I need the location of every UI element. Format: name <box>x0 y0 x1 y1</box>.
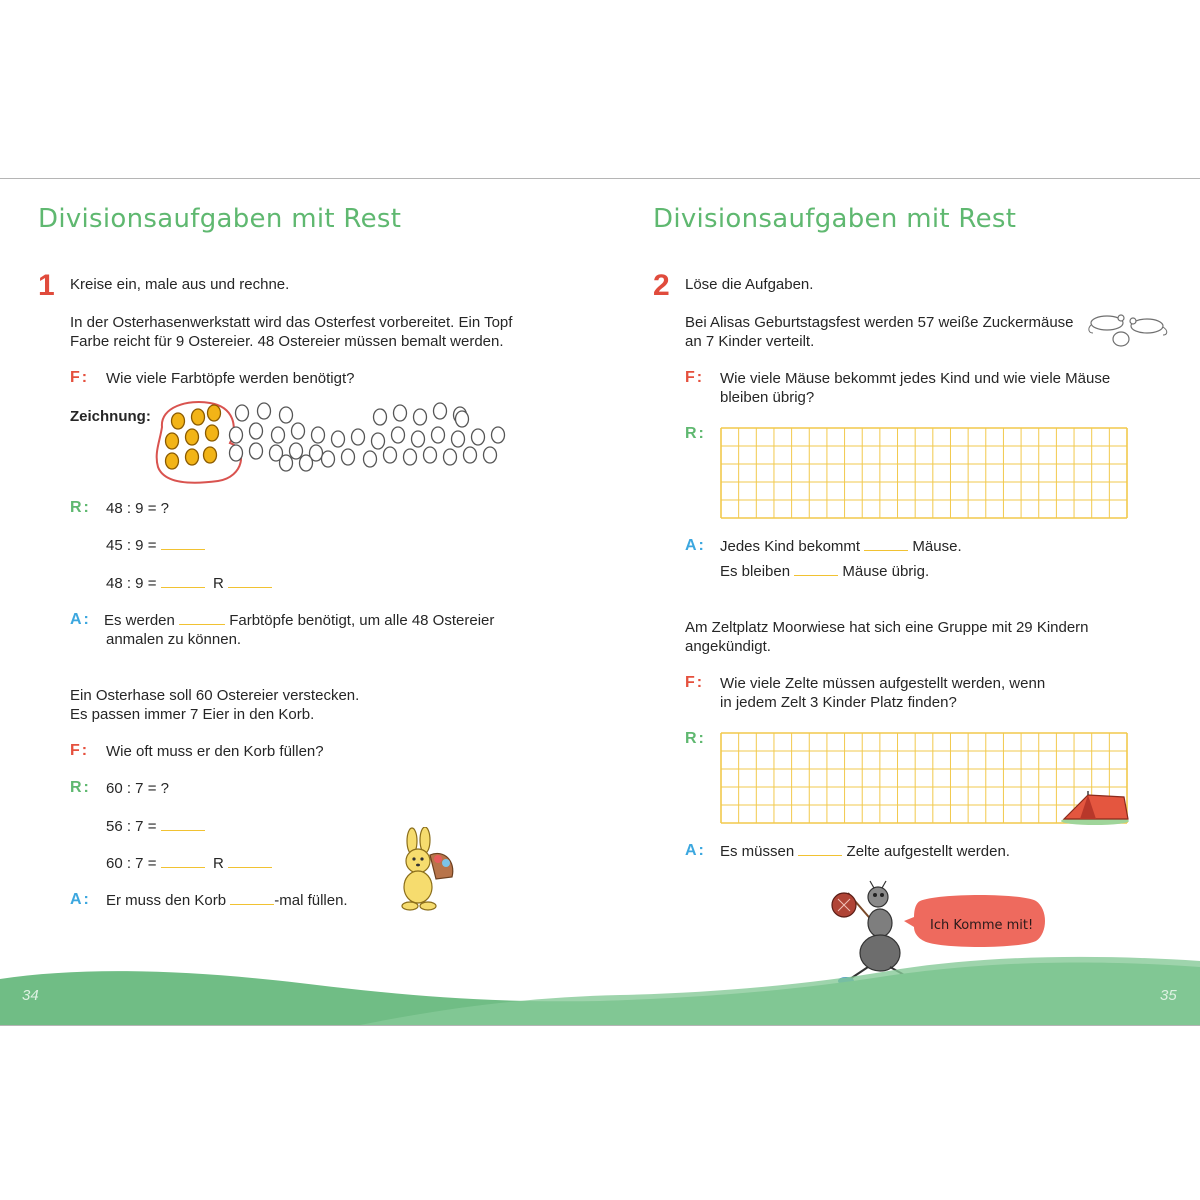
egg-outline <box>280 407 293 423</box>
answer-label: A: <box>70 891 91 908</box>
answer-text: Es bleiben <box>720 563 791 580</box>
task-number: 1 <box>38 269 55 302</box>
rest-blank[interactable] <box>228 857 272 868</box>
egg-outline <box>492 427 505 443</box>
page-title: Divisionsaufgaben mit Rest <box>38 204 402 234</box>
egg-outline <box>434 403 447 419</box>
answer-label: A: <box>70 611 91 628</box>
calc-line <box>106 817 205 836</box>
answer-line <box>720 562 929 581</box>
answer-blank[interactable] <box>794 565 838 576</box>
right-page <box>600 179 1200 1025</box>
question-label: F: <box>685 369 705 386</box>
answer-text: Mäuse. <box>912 538 962 555</box>
rest-blank[interactable] <box>228 577 272 588</box>
question-text: Wie viele Mäuse bekommt jedes Kind und wie viele Mäuse <box>720 370 1111 387</box>
egg-outline <box>394 405 407 421</box>
question-label: F: <box>70 369 90 386</box>
task-text-line: Es passen immer 7 Eier in den Korb. <box>70 706 315 723</box>
answer-text: Farbtöpfe benötigt, um alle 48 Ostereier <box>229 612 495 629</box>
answer-blank[interactable] <box>179 614 225 625</box>
answer-label: A: <box>685 842 706 859</box>
task-text-line: Farbe reicht für 9 Ostereier. 48 Ostereier müssen bemalt werden. <box>70 333 504 350</box>
answer-text: Zelte aufgestellt werden. <box>846 843 1010 860</box>
egg-outline <box>414 409 427 425</box>
egg-outline <box>374 409 387 425</box>
calc-line <box>106 574 272 593</box>
calc-text: 60 : 7 = <box>106 855 157 872</box>
egg-filled <box>208 405 221 421</box>
calc-label: R: <box>685 425 706 442</box>
sugar-mice-illustration <box>1085 307 1171 351</box>
egg-outline <box>250 423 263 439</box>
egg-outline <box>392 427 405 443</box>
task-text-line: In der Osterhasenwerkstatt wird das Osterfest vorbereitet. Ein Topf <box>70 314 513 331</box>
question-label: F: <box>70 742 90 759</box>
egg-outline <box>250 443 263 459</box>
task-text-line: Am Zeltplatz Moorwiese hat sich eine Gruppe mit 29 Kindern <box>685 619 1089 636</box>
calc-line <box>106 536 205 555</box>
task-text-line: an 7 Kinder verteilt. <box>685 333 815 350</box>
calc-text: 56 : 7 = <box>106 818 157 835</box>
question-text: Wie viele Farbtöpfe werden benötigt? <box>106 370 355 387</box>
book-spread <box>0 178 1200 1026</box>
task-text-line: Bei Alisas Geburtstagsfest werden 57 weiße Zuckermäuse <box>685 314 1074 331</box>
egg-filled <box>166 453 179 469</box>
calc-label: R: <box>70 779 91 796</box>
task-text-line: Ein Osterhase soll 60 Ostereier verstecken. <box>70 687 360 704</box>
egg-filled <box>206 425 219 441</box>
calculation-grid[interactable] <box>720 427 1128 519</box>
answer-line <box>106 891 348 910</box>
answer-line <box>104 611 494 630</box>
egg-filled <box>204 447 217 463</box>
egg-outline <box>258 403 271 419</box>
egg-filled <box>192 409 205 425</box>
egg-outline <box>372 433 385 449</box>
answer-line: anmalen zu können. <box>106 631 242 648</box>
egg-outline <box>280 455 293 471</box>
egg-filled <box>186 449 199 465</box>
egg-outline <box>312 427 325 443</box>
rest-letter: R <box>212 575 224 592</box>
calc-label: R: <box>685 730 706 747</box>
calc-label: R: <box>70 499 91 516</box>
drawing-label: Zeichnung: <box>70 408 151 425</box>
egg-outline <box>342 449 355 465</box>
egg-outline <box>322 451 335 467</box>
tent-icon <box>1058 789 1132 827</box>
egg-outline <box>444 449 457 465</box>
answer-text: Es werden <box>104 612 175 629</box>
egg-filled <box>186 429 199 445</box>
page-number-right: 35 <box>1160 987 1177 1004</box>
page-title: Divisionsaufgaben mit Rest <box>653 204 1017 234</box>
footer-wave <box>0 949 1200 1025</box>
egg-outline <box>452 431 465 447</box>
calc-line: 60 : 7 = ? <box>106 780 169 797</box>
egg-outline <box>384 447 397 463</box>
question-label: F: <box>685 674 705 691</box>
answer-text: Jedes Kind bekommt <box>720 538 861 555</box>
question-text: in jedem Zelt 3 Kinder Platz finden? <box>720 694 957 711</box>
task-number: 2 <box>653 269 670 302</box>
answer-blank[interactable] <box>161 820 205 831</box>
egg-outline <box>404 449 417 465</box>
egg-outline <box>464 447 477 463</box>
task-text-line: angekündigt. <box>685 638 771 655</box>
egg-filled <box>166 433 179 449</box>
rest-letter: R <box>212 855 224 872</box>
task-instruction: Löse die Aufgaben. <box>685 276 814 293</box>
answer-text: Es müssen <box>720 843 795 860</box>
task-instruction: Kreise ein, male aus und rechne. <box>70 276 290 293</box>
egg-outline <box>272 427 285 443</box>
answer-label: A: <box>685 537 706 554</box>
calc-text: 48 : 9 = <box>106 575 157 592</box>
egg-outline <box>236 405 249 421</box>
egg-outline <box>332 431 345 447</box>
egg-filled <box>172 413 185 429</box>
page-number-left: 34 <box>22 987 39 1004</box>
calc-text: 45 : 9 = <box>106 537 157 554</box>
egg-outline <box>230 445 243 461</box>
egg-outline <box>456 411 469 427</box>
answer-blank[interactable] <box>161 857 205 868</box>
egg-outline <box>230 427 243 443</box>
speech-bubble-text: Ich Komme mit! <box>930 918 1034 933</box>
answer-text: Mäuse übrig. <box>842 563 930 580</box>
question-text: Wie oft muss er den Korb füllen? <box>106 743 324 760</box>
answer-blank[interactable] <box>864 540 908 551</box>
left-page <box>0 179 600 1025</box>
egg-outline <box>472 429 485 445</box>
egg-outline <box>290 443 303 459</box>
answer-blank[interactable] <box>798 845 842 856</box>
egg-outline <box>292 423 305 439</box>
answer-text: -mal füllen. <box>274 892 348 909</box>
egg-outline <box>352 429 365 445</box>
egg-outline <box>412 431 425 447</box>
calc-line: 48 : 9 = ? <box>106 500 169 517</box>
answer-blank[interactable] <box>161 539 205 550</box>
answer-text: Er muss den Korb <box>106 892 227 909</box>
egg-outline <box>300 455 313 471</box>
question-text: bleiben übrig? <box>720 389 815 406</box>
answer-line <box>720 842 1010 861</box>
egg-outline <box>424 447 437 463</box>
egg-outline <box>432 427 445 443</box>
answer-blank[interactable] <box>230 894 274 905</box>
bunny-illustration <box>392 827 462 911</box>
calc-line <box>106 854 272 873</box>
egg-outline <box>364 451 377 467</box>
egg-outline <box>484 447 497 463</box>
egg-drawing <box>148 397 508 487</box>
answer-line <box>720 537 962 556</box>
question-text: Wie viele Zelte müssen aufgestellt werden, wenn <box>720 675 1046 692</box>
answer-blank[interactable] <box>161 577 205 588</box>
